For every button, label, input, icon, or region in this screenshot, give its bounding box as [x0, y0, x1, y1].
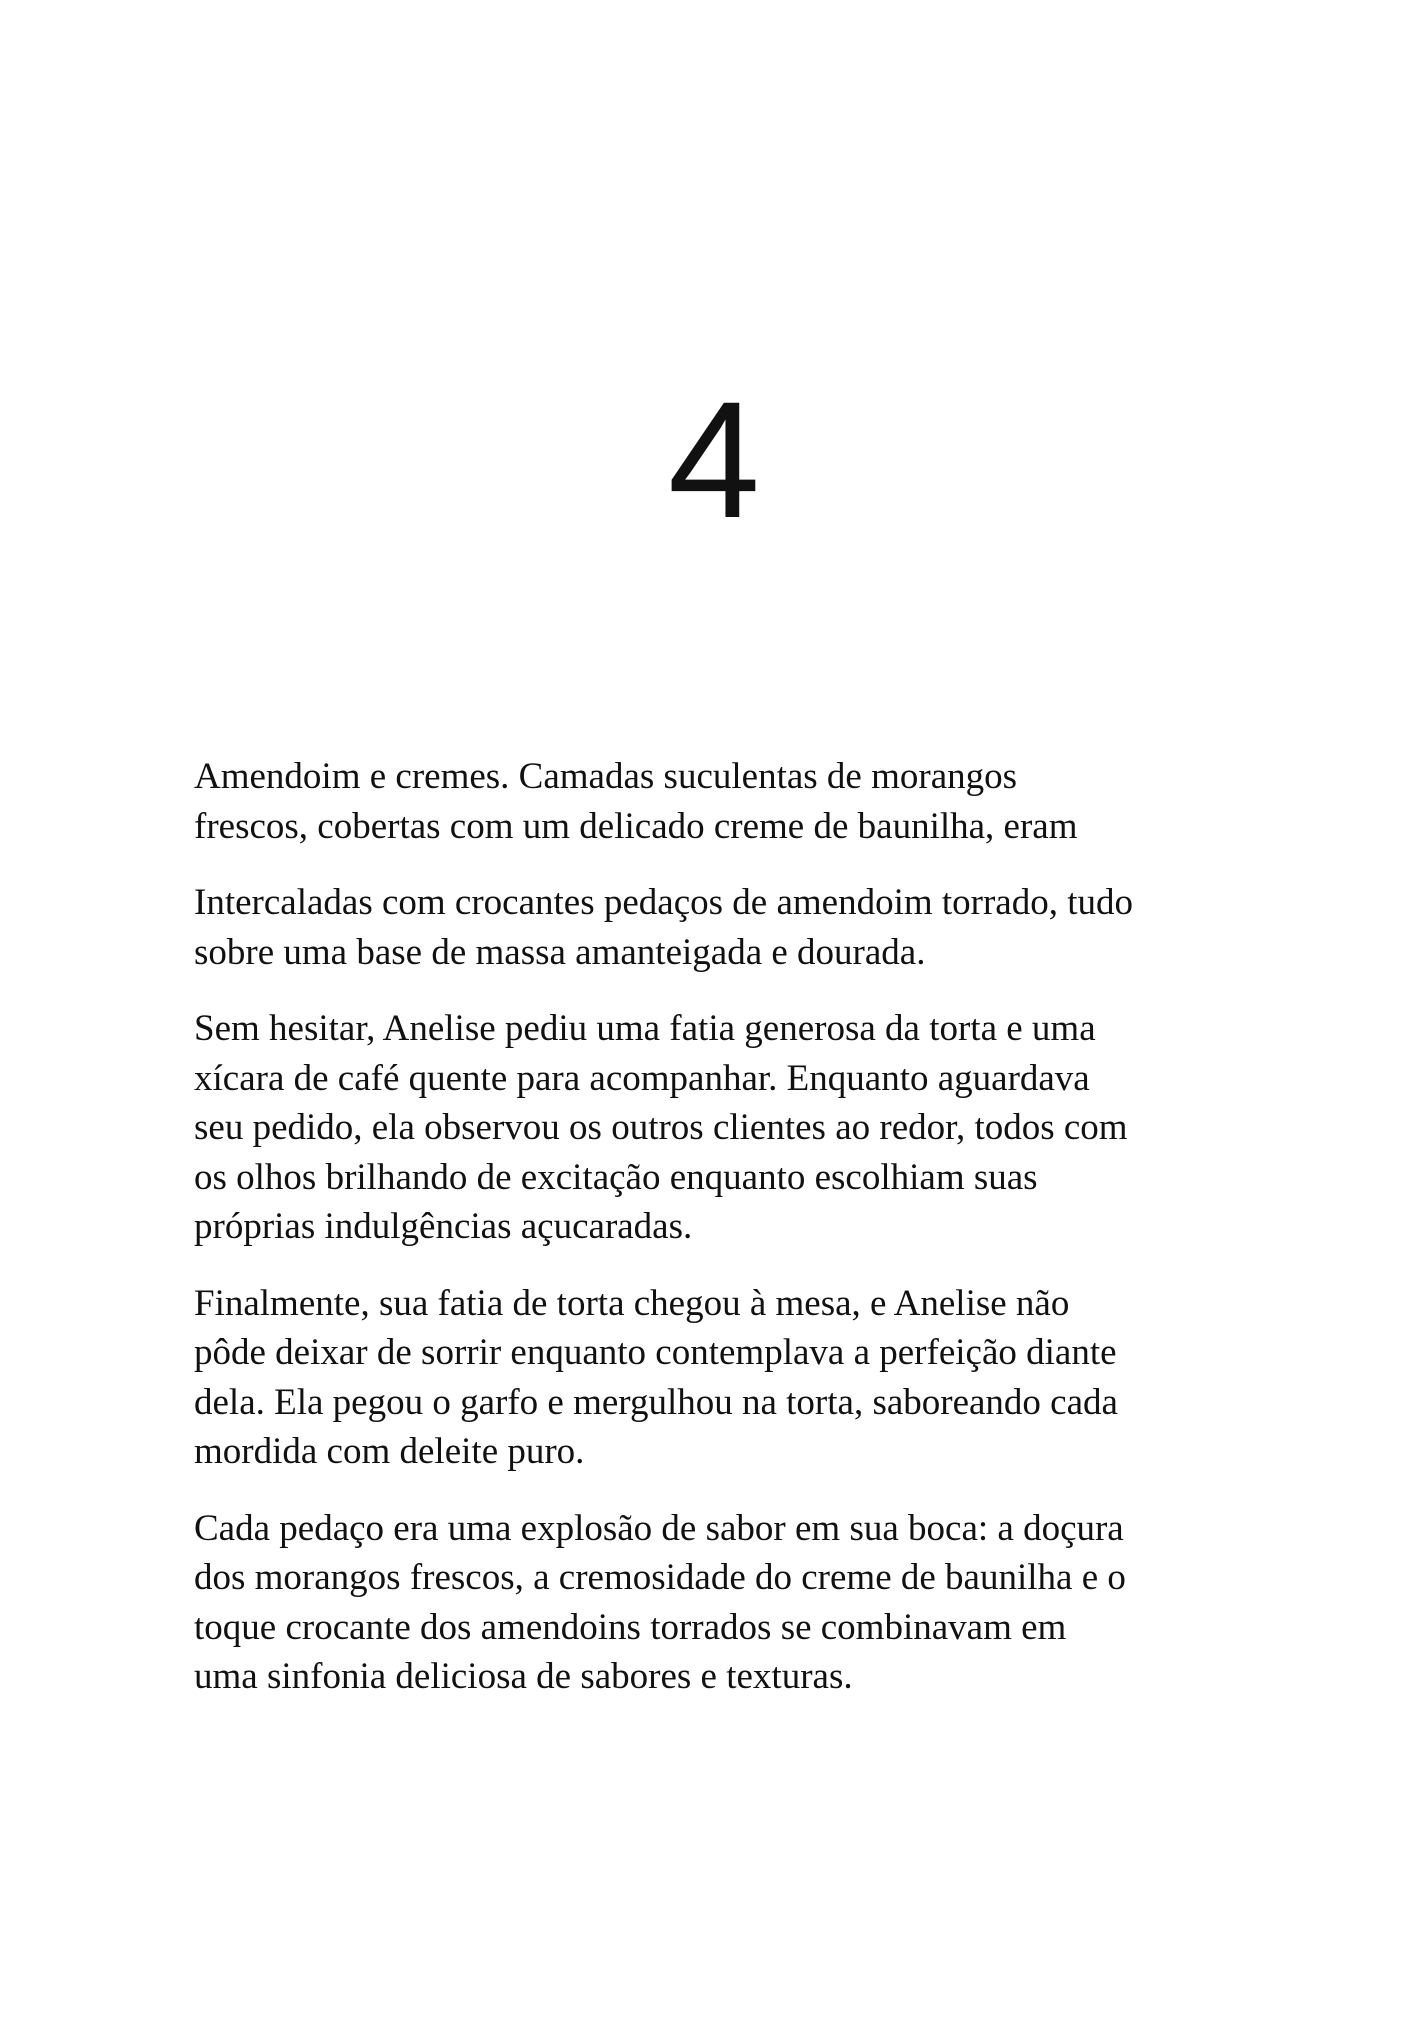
text-line: pôde deixar de sorrir enquanto contemplava a perfeição diante: [194, 1332, 1117, 1373]
chapter-number: 4: [667, 368, 761, 553]
text-line: sobre uma base de massa amanteigada e dourada.: [194, 931, 926, 973]
paragraph-4: [194, 1279, 1254, 1477]
text-line: mordida com deleite puro.: [194, 1431, 585, 1472]
text-line: Amendoim e cremes. Camadas suculentas de morangos: [194, 756, 1018, 797]
text-line: dela. Ela pegou o garfo e mergulhou na torta, saboreando cada: [194, 1381, 1118, 1423]
text-line: Sem hesitar, Anelise pediu uma fatia generosa da torta e uma: [194, 1008, 1096, 1049]
text-line: Intercaladas com crocantes pedaços de amendoim torrado, tudo: [194, 882, 1134, 923]
paragraph-3: [194, 1004, 1254, 1252]
text-line: uma sinfonia deliciosa de sabores e texturas.: [194, 1656, 853, 1697]
text-line: Cada pedaço era uma explosão de sabor em sua boca: a doçura: [194, 1507, 1124, 1549]
paragraph-2: [194, 878, 1254, 977]
chapter-body: [194, 752, 1254, 1729]
text-line: próprias indulgências açucaradas.: [194, 1206, 693, 1247]
text-line: toque crocante dos amendoins torrados se combinavam em: [194, 1606, 1067, 1648]
text-line: os olhos brilhando de excitação enquanto escolhiam suas: [194, 1156, 1038, 1198]
text-line: dos morangos frescos, a cremosidade do creme de baunilha e o: [194, 1557, 1126, 1598]
text-line: xícara de café quente para acompanhar. Enquanto aguardava: [194, 1057, 1090, 1099]
text-line: frescos, cobertas com um delicado creme de baunilha, eram: [194, 805, 1078, 847]
paragraph-5: [194, 1504, 1254, 1702]
text-line: Finalmente, sua fatia de torta chegou à mesa, e Anelise não: [194, 1282, 1070, 1324]
text-line: seu pedido, ela observou os outros clientes ao redor, todos com: [194, 1107, 1128, 1148]
paragraph-1: [194, 752, 1254, 851]
